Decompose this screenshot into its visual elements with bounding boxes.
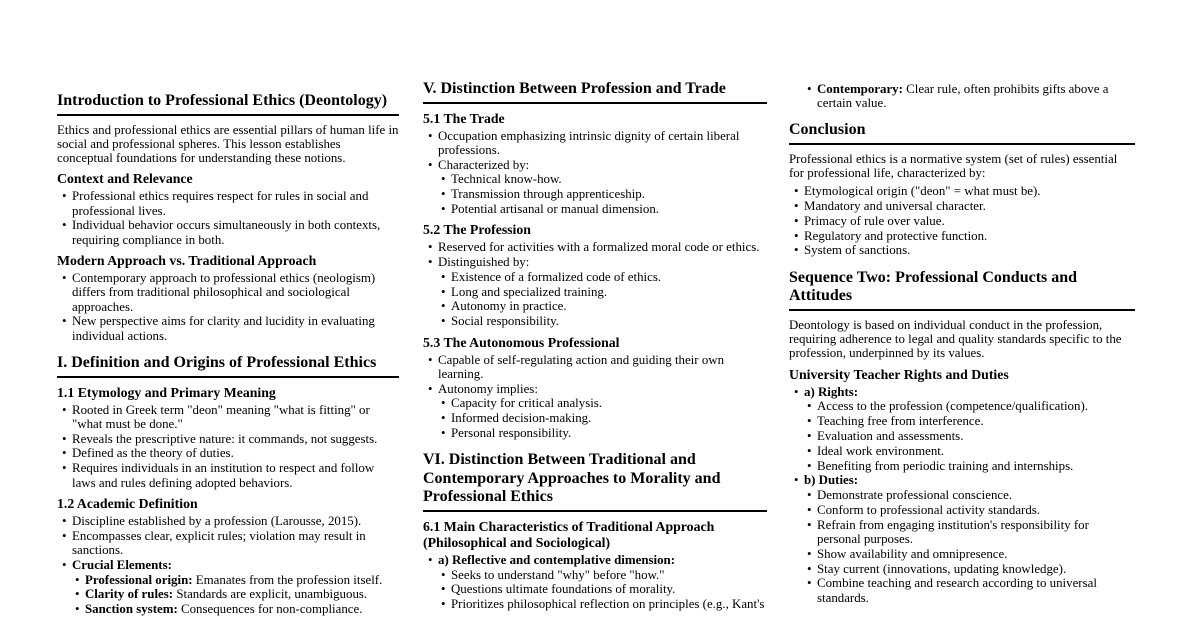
paragraph: Professional ethics is a normative system (set of rules) essential for professional life, characterized by: — [789, 151, 1118, 180]
bullet-text-rest: Personal responsibility. — [451, 426, 572, 441]
bullet-icon: • — [441, 269, 446, 284]
bullet-item — [423, 187, 767, 201]
bullet-icon: • — [807, 414, 812, 429]
bullet-item — [57, 529, 399, 558]
bullet-item — [57, 573, 399, 587]
bullet-text — [451, 597, 767, 611]
bullet-text-rest: Capable of self-regulating action and guiding their own learning. — [438, 352, 725, 381]
bullet-item — [789, 576, 1135, 605]
bullet-text — [438, 129, 767, 158]
bullet-icon: • — [794, 213, 799, 228]
section-heading: VI. Distinction Between Traditional and Contemporary Approaches to Morality and Professional Ethics — [423, 451, 767, 512]
bullet-text — [72, 314, 399, 343]
bullet-text-rest: Defined as the theory of duties. — [72, 446, 234, 461]
bullet-text — [817, 82, 1135, 111]
bullet-text — [804, 243, 1135, 257]
bullet-text — [451, 426, 767, 440]
bullet-icon: • — [807, 428, 812, 443]
subsection-heading: 1.2 Academic Definition — [57, 495, 198, 511]
bullet-item — [423, 597, 767, 611]
bullet-text — [85, 602, 399, 616]
paragraph: Ethics and professional ethics are essential pillars of human life in social and professional spheres. This lesson establishes conceptual foundations for understanding these notions. — [57, 122, 399, 166]
bullet-lead: Clarity of rules: — [85, 587, 174, 602]
bullet-icon: • — [62, 402, 67, 417]
bullet-item — [423, 172, 767, 186]
bullet-text — [451, 396, 767, 410]
bullet-icon: • — [75, 602, 80, 617]
bullet-text — [451, 411, 767, 425]
bullet-text-rest: Prioritizes philosophical reflection on principles (e.g., Kant's — [451, 597, 765, 612]
bullet-text — [72, 403, 399, 432]
bullet-item — [789, 199, 1135, 213]
bullet-text-rest: Reveals the prescriptive nature: it commands, not suggests. — [72, 431, 378, 446]
bullet-icon: • — [441, 411, 446, 426]
bullet-item — [789, 473, 1135, 487]
bullet-text-rest: Mandatory and universal character. — [804, 198, 986, 213]
bullet-item — [57, 446, 399, 460]
bullet-item — [57, 587, 399, 601]
bullet-item — [423, 396, 767, 410]
bullet-text-rest: Etymological origin ("deon" = what must be). — [804, 184, 1041, 199]
bullet-text-rest: Show availability and omnipresence. — [817, 546, 1008, 561]
bullet-item — [423, 426, 767, 440]
bullet-item — [789, 444, 1135, 458]
bullet-icon: • — [794, 473, 799, 488]
bullet-text-rest: Primacy of rule over value. — [804, 213, 945, 228]
bullet-icon: • — [75, 572, 80, 587]
bullet-text — [72, 514, 399, 528]
bullet-item — [789, 547, 1135, 561]
bullet-icon: • — [428, 552, 433, 567]
column-right — [789, 0, 1135, 606]
subsection-heading: Modern Approach vs. Traditional Approach — [57, 253, 317, 269]
bullet-item — [789, 518, 1135, 547]
bullet-text-rest: Informed decision-making. — [451, 411, 592, 426]
bullet-text — [451, 187, 767, 201]
bullet-text — [817, 562, 1135, 576]
bullet-icon: • — [441, 567, 446, 582]
bullet-item — [423, 202, 767, 216]
bullet-item — [423, 255, 767, 269]
bullet-icon: • — [441, 299, 446, 314]
bullet-text-rest: Potential artisanal or manual dimension. — [451, 201, 659, 216]
bullet-text-rest: Emanates from the profession itself. — [195, 572, 383, 587]
bullet-icon: • — [441, 426, 446, 441]
bullet-text-rest: Benefiting from periodic training and internships. — [817, 458, 1074, 473]
bullet-item — [57, 514, 399, 528]
bullet-item — [57, 403, 399, 432]
bullet-icon: • — [428, 128, 433, 143]
bullet-text — [72, 529, 399, 558]
bullet-lead: Contemporary: — [817, 81, 903, 96]
bullet-text — [817, 414, 1135, 428]
bullet-icon: • — [794, 184, 799, 199]
bullet-icon: • — [807, 399, 812, 414]
bullet-item — [57, 218, 399, 247]
bullet-text — [72, 461, 399, 490]
bullet-icon: • — [441, 582, 446, 597]
bullet-item — [423, 353, 767, 382]
bullet-text-rest: Refrain from engaging institution's responsibility for personal purposes. — [817, 517, 1089, 547]
bullet-item — [423, 568, 767, 582]
bullet-text — [451, 202, 767, 216]
bullet-text — [72, 189, 399, 218]
section-heading: Conclusion — [789, 121, 1135, 145]
bullet-icon: • — [75, 587, 80, 602]
bullet-item — [423, 582, 767, 596]
bullet-icon: • — [62, 218, 67, 233]
bullet-lead: Professional origin: — [85, 572, 193, 587]
bullet-icon: • — [807, 546, 812, 561]
subsection-heading: 1.1 Etymology and Primary Meaning — [57, 384, 276, 400]
bullet-text-rest: Teaching free from interference. — [817, 414, 984, 429]
bullet-item — [789, 243, 1135, 257]
bullet-text — [451, 270, 767, 284]
bullet-text — [451, 314, 767, 328]
bullet-icon: • — [62, 528, 67, 543]
bullet-text-rest: Rooted in Greek term "deon" meaning "what is fitting" or "what must be done." — [72, 402, 370, 431]
bullet-text-rest: Seeks to understand "why" before "how." — [451, 567, 665, 582]
bullet-text — [817, 503, 1135, 517]
subsection-heading: 6.1 Main Characteristics of Traditional Approach (Philosophical and Sociological) — [423, 518, 715, 550]
bullet-item — [57, 314, 399, 343]
bullet-item — [423, 299, 767, 313]
bullet-text-rest: Autonomy implies: — [438, 381, 538, 396]
bullet-text — [817, 399, 1135, 413]
bullet-item — [789, 82, 1135, 111]
bullet-text — [451, 299, 767, 313]
bullet-item — [423, 411, 767, 425]
bullet-text-rest: Technical know-how. — [451, 172, 562, 187]
bullet-text-rest: Standards are explicit, unambiguous. — [176, 587, 368, 602]
bullet-text — [817, 576, 1135, 605]
bullet-icon: • — [62, 557, 67, 572]
bullet-text — [451, 582, 767, 596]
bullet-text — [72, 271, 399, 314]
bullet-text — [451, 568, 767, 582]
bullet-item — [57, 271, 399, 314]
bullet-text-rest: Individual behavior occurs simultaneously in both contexts, requiring compliance in both. — [72, 218, 381, 247]
bullet-icon: • — [428, 381, 433, 396]
bullet-icon: • — [441, 284, 446, 299]
bullet-icon: • — [441, 597, 446, 612]
subsection-heading: 5.2 The Profession — [423, 222, 531, 238]
bullet-text-rest: Regulatory and protective function. — [804, 228, 988, 243]
bullet-icon: • — [807, 517, 812, 532]
bullet-text — [817, 547, 1135, 561]
bullet-text-rest: Combine teaching and research according to universal standards. — [817, 576, 1097, 605]
section-heading: Sequence Two: Professional Conducts and Attitudes — [789, 269, 1135, 311]
bullet-text-rest: Characterized by: — [438, 157, 530, 172]
bullet-item — [57, 602, 399, 616]
section-heading: V. Distinction Between Profession and Trade — [423, 80, 767, 104]
bullet-text-rest: Reserved for activities with a formalized moral code or ethics. — [438, 240, 760, 255]
bullet-text-rest: Consequences for non-compliance. — [180, 602, 363, 617]
bullet-text-rest: New perspective aims for clarity and lucidity in evaluating individual actions. — [72, 314, 375, 343]
bullet-item — [423, 270, 767, 284]
bullet-item — [789, 414, 1135, 428]
bullet-icon: • — [428, 352, 433, 367]
bullet-text-rest: Demonstrate professional conscience. — [817, 488, 1013, 503]
subsection-heading: Context and Relevance — [57, 171, 193, 187]
bullet-icon: • — [807, 502, 812, 517]
bullet-text — [451, 172, 767, 186]
bullet-lead: Sanction system: — [85, 602, 178, 617]
bullet-text-rest: Autonomy in practice. — [451, 299, 567, 314]
bullet-icon: • — [794, 243, 799, 258]
bullet-text — [817, 444, 1135, 458]
bullet-text — [817, 518, 1135, 547]
bullet-text-rest: Social responsibility. — [451, 314, 560, 329]
bullet-text — [72, 432, 399, 446]
bullet-text — [438, 158, 767, 172]
bullet-text-rest: Encompasses clear, explicit rules; violation may result in sanctions. — [72, 528, 366, 557]
bullet-item — [789, 429, 1135, 443]
subsection-heading: 5.1 The Trade — [423, 110, 505, 126]
bullet-icon: • — [428, 255, 433, 270]
bullet-item — [57, 189, 399, 218]
bullet-text-rest: Professional ethics requires respect for rules in social and professional lives. — [72, 189, 369, 218]
bullet-text-rest: Capacity for critical analysis. — [451, 396, 603, 411]
bullet-item — [789, 214, 1135, 228]
bullet-text-rest: Distinguished by: — [438, 255, 530, 270]
section-heading: Introduction to Professional Ethics (Deontology) — [57, 92, 399, 116]
bullet-icon: • — [794, 384, 799, 399]
bullet-text — [451, 285, 767, 299]
bullet-text — [804, 199, 1135, 213]
bullet-text-rest: Occupation emphasizing intrinsic dignity of certain liberal professions. — [438, 128, 740, 157]
bullet-item — [789, 459, 1135, 473]
bullet-item — [423, 158, 767, 172]
bullet-text-rest: Transmission through apprenticeship. — [451, 187, 645, 202]
bullet-item — [789, 385, 1135, 399]
bullet-text-rest: Contemporary approach to professional ethics (neologism) differs from traditional philosophical and sociological approaches. — [72, 271, 376, 314]
bullet-text-rest: Ideal work environment. — [817, 443, 945, 458]
bullet-item — [423, 314, 767, 328]
bullet-text — [804, 229, 1135, 243]
bullet-item — [789, 399, 1135, 413]
bullet-item — [789, 503, 1135, 517]
bullet-text — [72, 446, 399, 460]
bullet-text-rest: Long and specialized training. — [451, 284, 608, 299]
bullet-text — [72, 558, 399, 572]
bullet-text-rest: Requires individuals in an institution to respect and follow laws and rules defining adopted behaviors. — [72, 461, 375, 490]
bullet-text — [72, 218, 399, 247]
bullet-text — [85, 587, 399, 601]
column-middle — [423, 0, 767, 612]
bullet-lead: a) Reflective and contemplative dimension: — [438, 552, 676, 567]
bullet-text-rest: Clear rule, often prohibits gifts above a certain value. — [817, 81, 1109, 110]
bullet-icon: • — [807, 443, 812, 458]
bullet-lead: a) Rights: — [804, 384, 859, 399]
bullet-text-rest: Stay current (innovations, updating knowledge). — [817, 561, 1067, 576]
bullet-text — [438, 382, 767, 396]
bullet-icon: • — [441, 172, 446, 187]
bullet-text — [438, 255, 767, 269]
bullet-text — [804, 473, 1135, 487]
bullet-icon: • — [62, 271, 67, 286]
bullet-text — [438, 240, 767, 254]
bullet-item — [789, 488, 1135, 502]
subsection-heading: University Teacher Rights and Duties — [789, 366, 1009, 382]
bullet-item — [423, 553, 767, 567]
bullet-icon: • — [62, 314, 67, 329]
bullet-text — [804, 385, 1135, 399]
bullet-item — [423, 382, 767, 396]
bullet-text-rest: Existence of a formalized code of ethics. — [451, 269, 662, 284]
bullet-text — [817, 459, 1135, 473]
bullet-text — [804, 184, 1135, 198]
bullet-text — [804, 214, 1135, 228]
bullet-icon: • — [807, 488, 812, 503]
bullet-icon: • — [62, 446, 67, 461]
bullet-icon: • — [441, 187, 446, 202]
bullet-icon: • — [441, 396, 446, 411]
bullet-item — [57, 432, 399, 446]
bullet-item — [423, 285, 767, 299]
bullet-lead: Crucial Elements: — [72, 557, 172, 572]
bullet-icon: • — [62, 431, 67, 446]
bullet-text — [85, 573, 399, 587]
bullet-text — [438, 553, 767, 567]
bullet-item — [789, 229, 1135, 243]
bullet-item — [789, 562, 1135, 576]
section-heading: I. Definition and Origins of Professional Ethics — [57, 354, 399, 378]
bullet-text-rest: Conform to professional activity standards. — [817, 502, 1041, 517]
bullet-icon: • — [794, 198, 799, 213]
column-left — [57, 0, 399, 617]
bullet-icon: • — [441, 201, 446, 216]
bullet-text-rest: Questions ultimate foundations of morality. — [451, 582, 676, 597]
bullet-text-rest: Access to the profession (competence/qualification). — [817, 399, 1088, 414]
bullet-icon: • — [441, 314, 446, 329]
bullet-item — [57, 558, 399, 572]
bullet-item — [423, 129, 767, 158]
bullet-icon: • — [794, 228, 799, 243]
bullet-text-rest: System of sanctions. — [804, 243, 911, 258]
bullet-icon: • — [62, 513, 67, 528]
bullet-icon: • — [807, 561, 812, 576]
bullet-text — [817, 488, 1135, 502]
bullet-text — [438, 353, 767, 382]
bullet-icon: • — [807, 576, 812, 591]
bullet-text-rest: Discipline established by a profession (Larousse, 2015). — [72, 513, 362, 528]
bullet-icon: • — [807, 81, 812, 96]
bullet-item — [789, 184, 1135, 198]
bullet-lead: b) Duties: — [804, 473, 859, 488]
paragraph: Deontology is based on individual conduct in the profession, requiring adherence to legal and quality standards specific to the profession, underpinned by its values. — [789, 317, 1122, 361]
bullet-icon: • — [807, 458, 812, 473]
bullet-icon: • — [428, 157, 433, 172]
bullet-icon: • — [62, 189, 67, 204]
bullet-text — [817, 429, 1135, 443]
bullet-text-rest: Evaluation and assessments. — [817, 428, 964, 443]
bullet-icon: • — [62, 461, 67, 476]
subsection-heading: 5.3 The Autonomous Professional — [423, 334, 620, 350]
bullet-item — [57, 461, 399, 490]
bullet-item — [423, 240, 767, 254]
bullet-icon: • — [428, 240, 433, 255]
